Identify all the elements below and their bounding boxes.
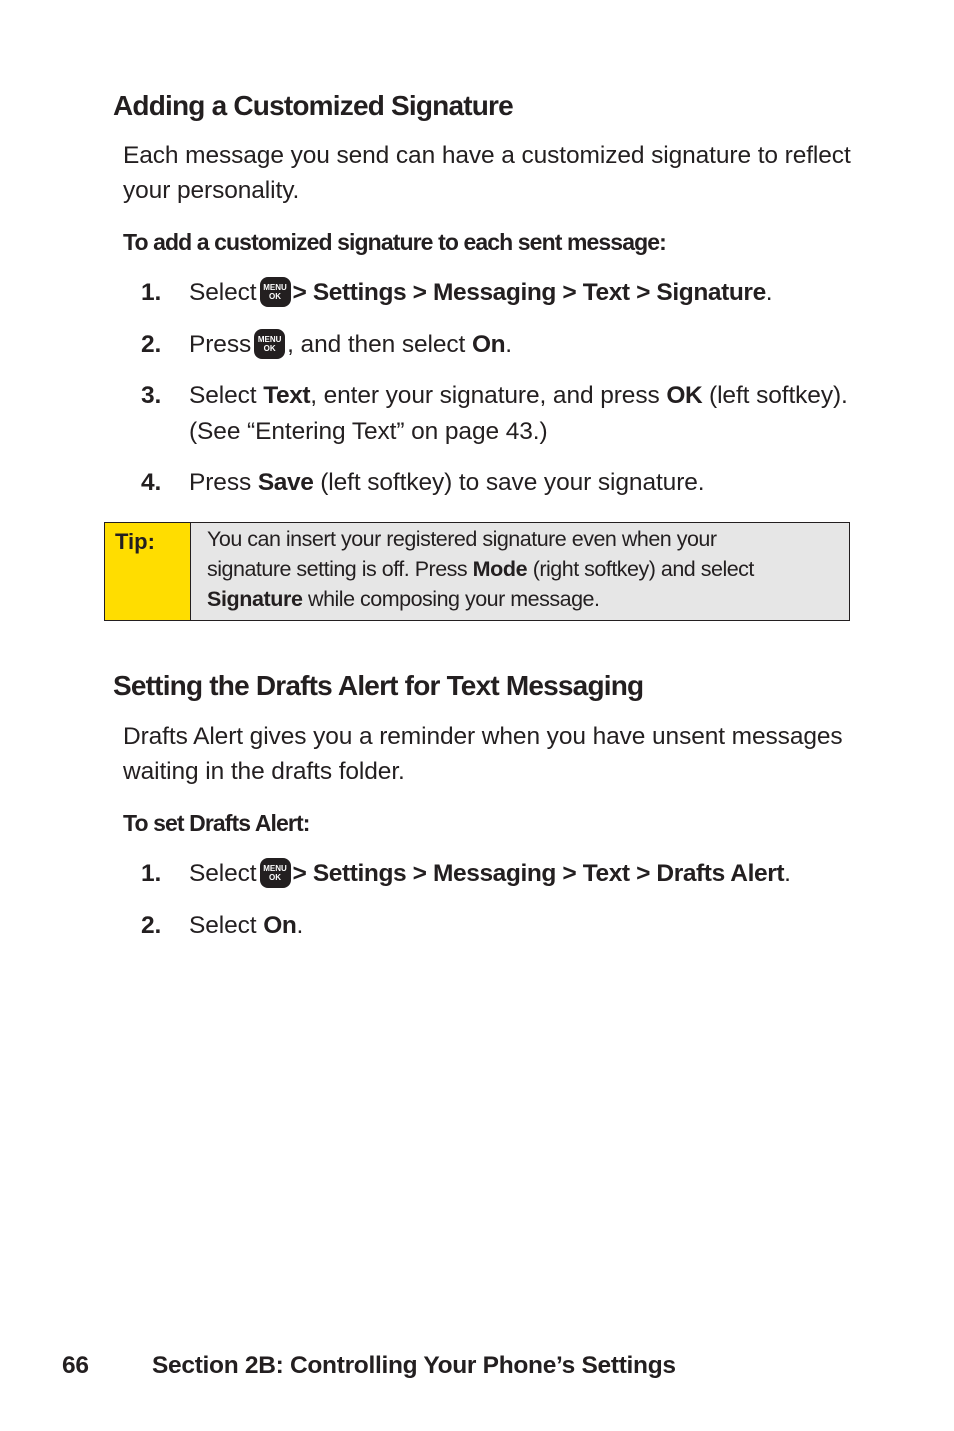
key-label: MENU: [257, 335, 282, 344]
tip-label: Tip:: [105, 523, 191, 620]
step-number: 2.: [141, 912, 162, 939]
step-text: , and then select: [287, 331, 466, 358]
menu-ok-key-icon: [260, 858, 291, 888]
step-text: .: [505, 331, 512, 358]
option-value: On: [263, 912, 297, 939]
tip-line-text: while composing your message.: [308, 587, 600, 611]
section-heading-signature: Adding a Customized Signature: [113, 90, 513, 121]
tip-line: [207, 584, 849, 614]
menu-ok-key-icon: [260, 277, 291, 307]
page-number: 66: [62, 1352, 89, 1379]
tip-line-text: signature setting is off. Press: [207, 557, 468, 581]
step-text: , enter your signature, and press: [310, 382, 660, 409]
step-number: 1.: [141, 279, 162, 306]
menu-ok-key-icon: [254, 329, 285, 359]
step-text: Select: [189, 382, 257, 409]
step-text: .: [765, 279, 773, 306]
key-label: OK: [263, 344, 276, 353]
key-label: OK: [269, 292, 281, 301]
option-value: On: [471, 331, 506, 358]
tip-line-text: (right softkey) and select: [532, 557, 754, 581]
key-label: MENU: [263, 283, 287, 292]
menu-path: > Settings > Messaging > Text > Signature: [292, 279, 766, 306]
step-number: 3.: [141, 382, 162, 409]
menu-path: > Settings > Messaging > Text > Drafts Alert: [292, 860, 785, 887]
tip-line: [207, 554, 849, 584]
tip-box: [104, 522, 850, 621]
step-text: (left softkey) to save your signature.: [320, 469, 705, 496]
drafts-alert-procedure-lead: To set Drafts Alert:: [123, 810, 310, 836]
step-text: .: [296, 912, 304, 939]
tip-text: [191, 523, 849, 620]
softkey-label: Save: [257, 469, 314, 496]
tip-softkey: Mode: [472, 557, 528, 581]
section-heading-drafts-alert: Setting the Drafts Alert for Text Messaging: [113, 670, 644, 701]
drafts-alert-intro: Drafts Alert gives you a reminder when you have unsent messages waiting in the drafts folder.: [123, 723, 843, 785]
step-text: .: [784, 860, 791, 887]
key-label: OK: [269, 873, 281, 882]
softkey-label: OK: [666, 382, 703, 409]
option-value: Text: [263, 382, 311, 409]
signature-procedure-lead: To add a customized signature to each sent message:: [123, 229, 666, 255]
step-number: 4.: [141, 469, 162, 496]
tip-line: You can insert your registered signature even when your: [207, 527, 717, 551]
step-text: (left softkey). (See “Entering Text” on page 43.): [189, 382, 848, 445]
footer-section-title: Section 2B: Controlling Your Phone’s Settings: [152, 1352, 676, 1379]
key-label: MENU: [263, 864, 287, 873]
step-text: Select: [189, 912, 257, 939]
step-number: 1.: [141, 860, 162, 887]
step-text: Press: [189, 469, 252, 496]
step-text: Select: [189, 279, 257, 306]
step-text: Select: [189, 860, 257, 887]
step-number: 2.: [141, 331, 162, 358]
step-text: Press: [189, 331, 252, 358]
tip-option: Signature: [207, 587, 303, 611]
signature-intro: Each message you send can have a customized signature to reflect your personality.: [123, 142, 851, 204]
